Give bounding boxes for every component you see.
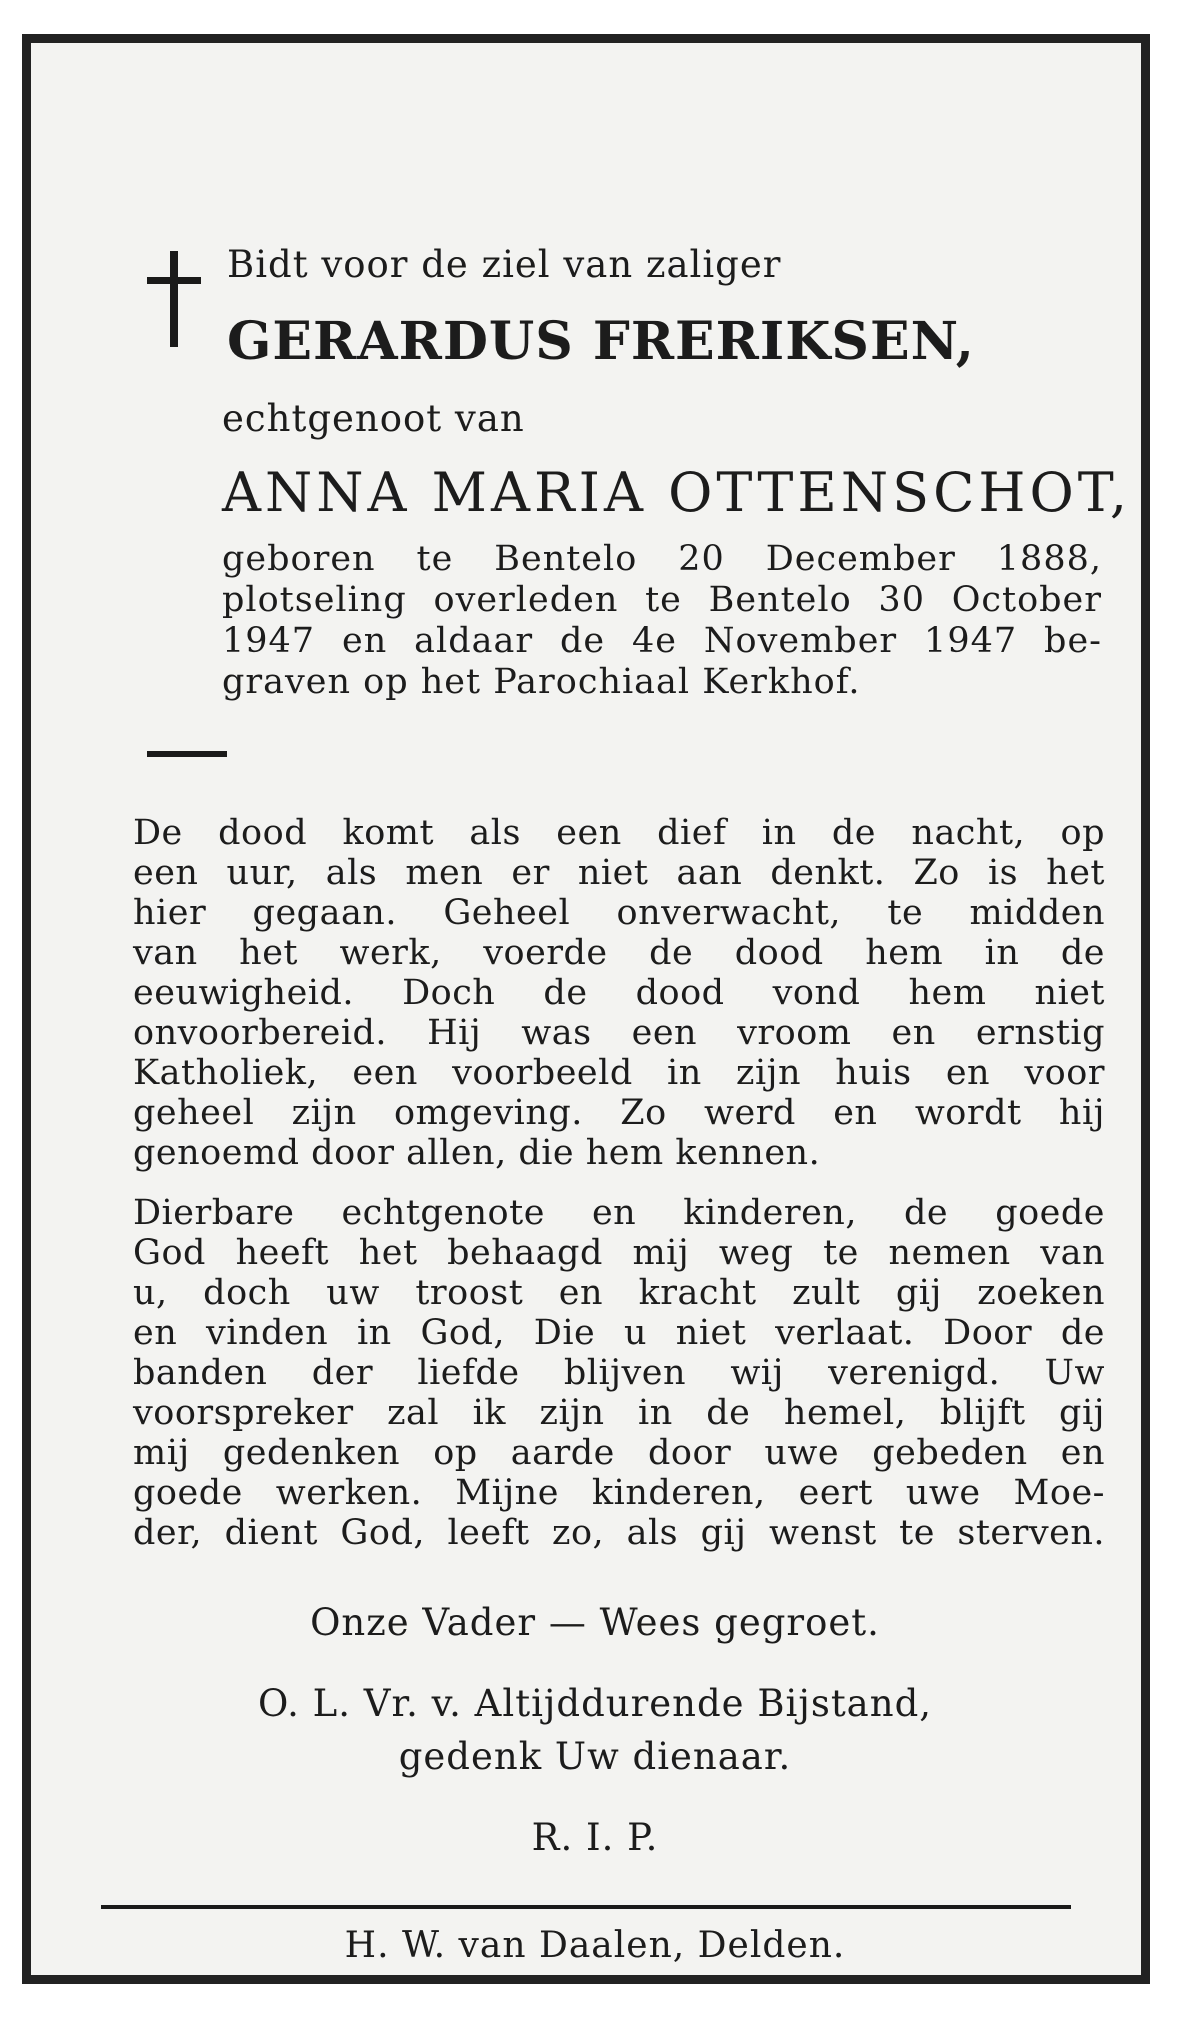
bio-line: graven op het Parochiaal Kerkhof.: [222, 662, 861, 702]
paragraph-2: [133, 1193, 1105, 1553]
paragraph-line: der, dient God, leeft zo, als gij wenst te sterven.: [133, 1513, 1105, 1553]
paragraph-line: mij gedenken op aarde door uwe gebeden en: [133, 1433, 1105, 1473]
bio-line: 1947 en aldaar de 4e November 1947 be-: [222, 621, 1102, 661]
spouse-label: echtgenoot van: [222, 397, 525, 440]
paragraph-1: [133, 813, 1105, 1173]
cross-icon: [147, 251, 201, 347]
spouse-name: ANNA MARIA OTTENSCHOT,: [222, 461, 1131, 524]
memorial-card: [22, 34, 1150, 1984]
paragraph-line: geheel zijn omgeving. Zo werd en wordt hij: [133, 1093, 1105, 1133]
paragraph-line: van het werk, voerde de dood hem in de: [133, 933, 1105, 973]
prayer-line: Onze Vader — Wees gegroet.: [310, 1601, 880, 1644]
paragraph-line: banden der liefde blijven wij verenigd. Uw: [133, 1353, 1105, 1393]
paragraph-line: goede werken. Mijne kinderen, eert uwe Moe-: [133, 1473, 1105, 1513]
paragraph-line: God heeft het behaagd mij weg te nemen van: [133, 1233, 1105, 1273]
paragraph-line: De dood komt als een dief in de nacht, op: [133, 813, 1105, 853]
prayer-line: O. L. Vr. v. Altijddurende Bijstand,: [257, 1682, 933, 1725]
paragraph-line: Katholiek, een voorbeeld in zijn huis en voor: [133, 1053, 1105, 1093]
biography: [222, 539, 1102, 703]
paragraph-line: Dierbare echtgenote en kinderen, de goede: [133, 1193, 1105, 1233]
paragraph-line: en vinden in God, Die u niet verlaat. Door de: [133, 1313, 1105, 1353]
intro-text: Bidt voor de ziel van zaliger: [227, 243, 782, 286]
separator-dash: [147, 751, 227, 757]
deceased-name: GERARDUS FRERIKSEN,: [227, 311, 975, 372]
rip-text: R. I. P.: [531, 1816, 659, 1859]
paragraph-line: een uur, als men er niet aan denkt. Zo is het: [133, 853, 1105, 893]
footer-rule: [101, 1905, 1071, 1909]
paragraph-line: u, doch uw troost en kracht zult gij zoeken: [133, 1273, 1105, 1313]
printer-credit: H. W. van Daalen, Delden.: [344, 1925, 846, 1966]
paragraph-line: hier gegaan. Geheel onverwacht, te midden: [133, 893, 1105, 933]
paragraph-line: onvoorbereid. Hij was een vroom en ernstig: [133, 1013, 1105, 1053]
bio-line: plotseling overleden te Bentelo 30 October: [222, 580, 1102, 620]
paragraph-line: genoemd door allen, die hem kennen.: [133, 1133, 821, 1173]
prayer-line: gedenk Uw dienaar.: [398, 1735, 792, 1778]
paragraph-line: eeuwigheid. Doch de dood vond hem niet: [133, 973, 1105, 1013]
paragraph-line: voorspreker zal ik zijn in de hemel, blijft gij: [133, 1393, 1105, 1433]
bio-line: geboren te Bentelo 20 December 1888,: [222, 539, 1102, 579]
